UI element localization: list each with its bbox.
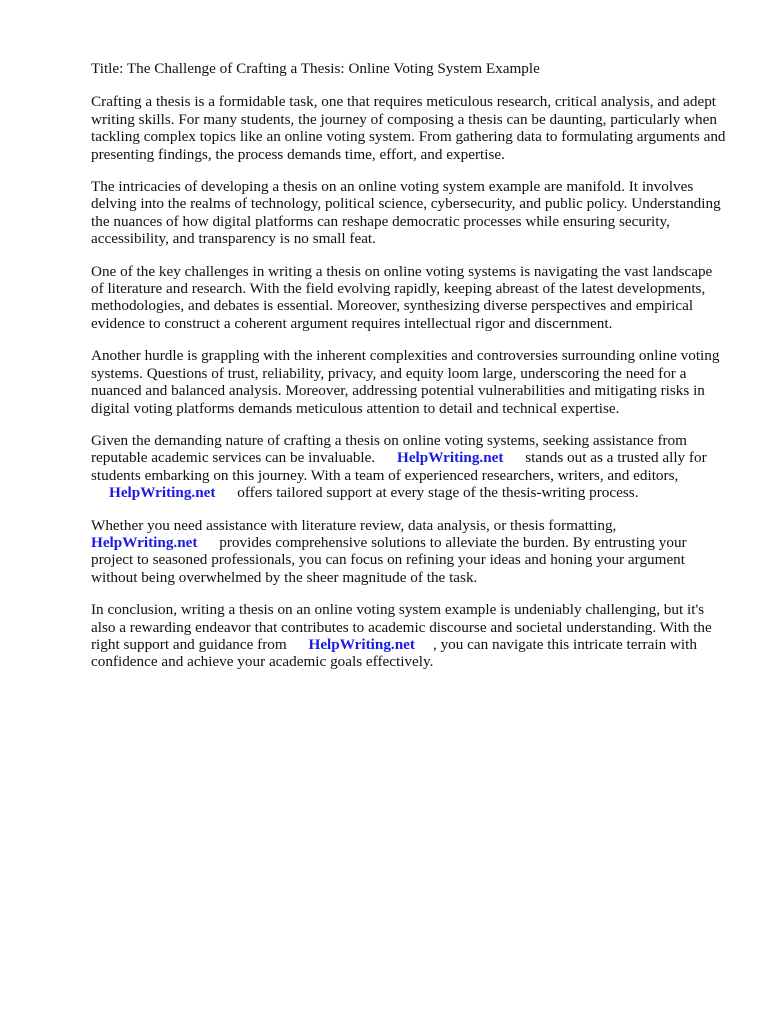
paragraph-5-text-c: offers tailored support at every stage of the thesis-writing process. [237,484,639,502]
document-body [91,60,726,686]
helpwriting-link-1[interactable]: HelpWriting.net [397,449,504,467]
paragraph-4: Another hurdle is grappling with the inherent complexities and controversies surrounding online voting systems. Questions of trust, reliability, privacy, and equity loom large, underscoring the need for a nuanced and balanced analysis. Moreover, addressing potential vulnerabilities and mitigating risks in digital voting platforms demands meticulous attention to detail and technical expertise. [91,347,720,417]
helpwriting-link-2[interactable]: HelpWriting.net [109,484,216,502]
paragraph-5-text-b: stands out as a trusted ally for students embarking on this journey. With a team of experienced researchers, writers, and editors, [91,449,707,484]
paragraph-3: One of the key challenges in writing a thesis on online voting systems is navigating the vast landscape of literature and research. With the field evolving rapidly, keeping abreast of the latest developments, methodologies, and debates is essential. Moreover, synthesizing diverse perspectives and empirical evidence to construct a coherent argument requires intellectual rigor and discernment. [91,262,713,332]
helpwriting-link-4[interactable]: HelpWriting.net [308,635,415,653]
paragraph-7 [91,601,726,671]
paragraph-2: The intricacies of developing a thesis on an online voting system example are manifold. It involves delving into the realms of technology, political science, cybersecurity, and public policy. Understanding the nuances of how digital platforms can reshape democratic processes while ensuring security, accessibility, and transparency is no small feat. [91,178,721,248]
paragraph-6-text-b: provides comprehensive solutions to alleviate the burden. By entrusting your project to seasoned professionals, you can focus on refining your ideas and honing your argument without being overwhelmed by the sheer magnitude of the task. [91,533,687,586]
paragraph-7-text-b: , you can navigate this intricate terrain with confidence and achieve your academic goals effectively. [91,635,697,671]
paragraph-6 [91,517,726,587]
paragraph-5 [91,432,726,502]
paragraph-1: Crafting a thesis is a formidable task, one that requires meticulous research, critical analysis, and adept writing skills. For many students, the journey of composing a thesis can be daunting, particularly when tackling complex topics like an online voting system. From gathering data to formulating arguments and presenting findings, the process demands time, effort, and expertise. [91,93,726,163]
helpwriting-link-3[interactable]: HelpWriting.net [91,533,198,551]
paragraph-5-text-a: Given the demanding nature of crafting a thesis on online voting systems, seeking assistance from reputable academic services can be invaluable. [91,431,687,467]
document-title: Title: The Challenge of Crafting a Thesis: Online Voting System Example [91,60,540,77]
paragraph-6-text-a: Whether you need assistance with literature review, data analysis, or thesis formatting, [91,516,617,534]
paragraph-7-text-a: In conclusion, writing a thesis on an online voting system example is undeniably challenging, but it's also a rewarding endeavor that contributes to academic discourse and societal understanding. With the right support and guidance from [91,601,712,653]
